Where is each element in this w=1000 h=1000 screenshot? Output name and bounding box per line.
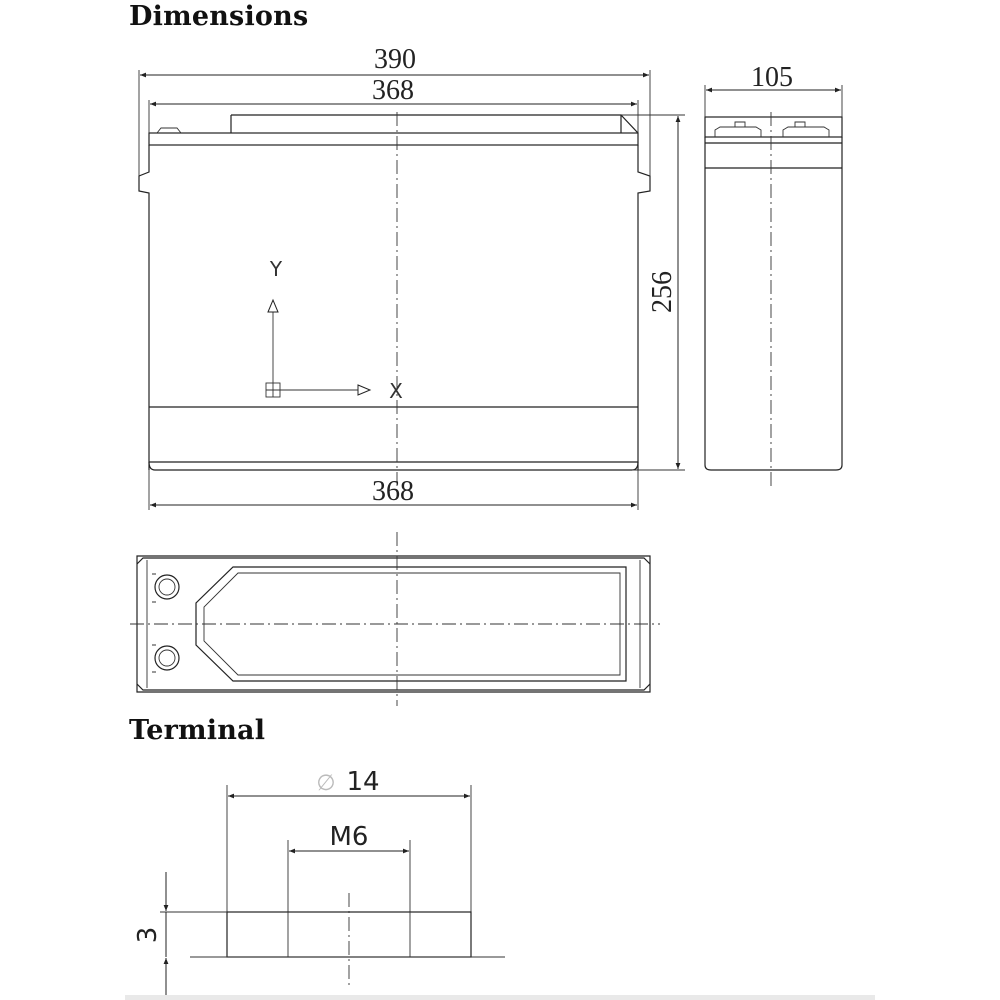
ucs-axis-icon — [266, 257, 403, 403]
diameter-symbol: ∅ — [316, 771, 336, 796]
side-view — [705, 62, 842, 490]
axis-x-label: X — [389, 379, 403, 403]
terminal-positive-icon — [155, 575, 179, 599]
dim-label-width: 105 — [751, 62, 793, 93]
front-view — [139, 44, 685, 510]
front-lid — [231, 115, 638, 133]
axis-y-label: Y — [269, 257, 283, 281]
bottom-divider — [125, 995, 875, 1000]
side-terminal-left — [715, 127, 761, 137]
dim-label-height: 256 — [647, 271, 678, 313]
front-rim — [149, 133, 638, 145]
dim-label-diameter: 14 — [346, 767, 380, 797]
terminal-negative-icon — [155, 646, 179, 670]
front-left-flange — [139, 145, 149, 470]
top-view — [130, 532, 660, 706]
dim-label-bottom-length: 368 — [372, 476, 414, 507]
terminal-detail — [133, 767, 505, 996]
terminal-heading: Terminal — [129, 715, 266, 746]
dim-label-terminal-height: 3 — [133, 926, 163, 944]
side-body — [705, 137, 842, 470]
dim-label-total-length: 390 — [374, 44, 416, 75]
dim-label-top-length: 368 — [372, 75, 414, 106]
front-terminal-bump — [157, 128, 181, 133]
side-terminal-right — [783, 127, 829, 137]
dim-label-thread: M6 — [329, 822, 369, 852]
dimensions-heading: Dimensions — [129, 1, 309, 32]
